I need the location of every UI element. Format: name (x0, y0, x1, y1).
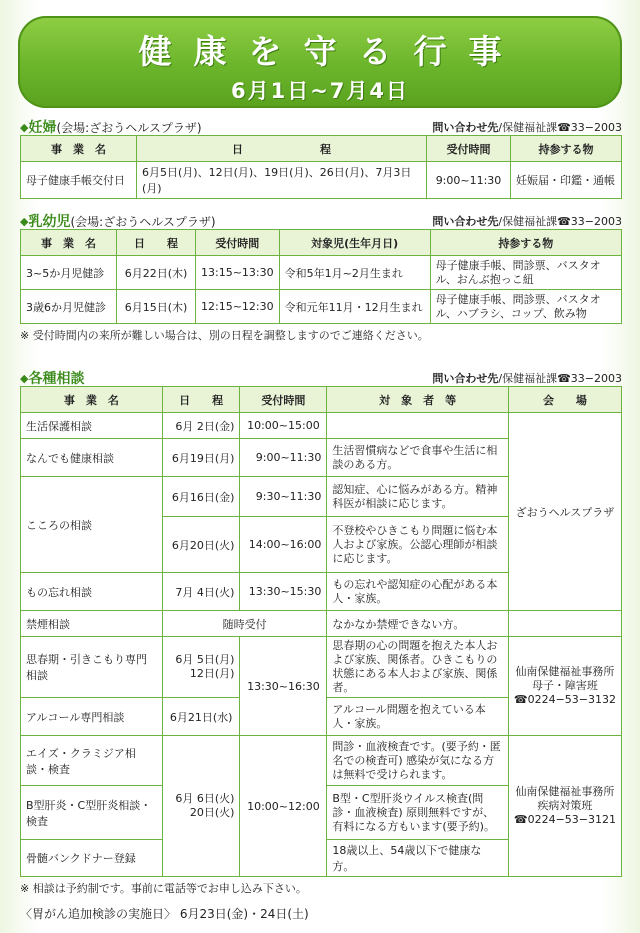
section-venue: (会場:ざおうヘルスプラザ) (56, 121, 202, 135)
table-row (21, 256, 622, 290)
cell: 令和元年11月・12月生まれ (279, 290, 430, 324)
date-line: 6月 5日(月) (175, 653, 235, 666)
cell: 6月5日(月)、12日(月)、19日(月)、26日(月)、7月3日(月) (137, 162, 427, 199)
diamond-icon: ◆ (20, 215, 29, 228)
cell: 思春期・引きこもり専門相談 (21, 637, 163, 698)
inquiry (432, 370, 622, 386)
venue-phone: ☎0224−53−3121 (513, 813, 616, 826)
venue-cell (508, 736, 621, 877)
table-header-row (21, 136, 622, 162)
col-header: 持参する物 (430, 230, 621, 256)
venue-line: 仙南保健福祉事務所 (515, 785, 615, 798)
cell: 思春期の心の問題を抱えた本人および家族、関係者。ひきこもりの状態にある本人および家族、関係者。 (327, 637, 508, 698)
inquiry-label: 問い合わせ先 (432, 121, 499, 134)
table-row (21, 290, 622, 324)
cell: 10:00~12:00 (240, 736, 327, 877)
table-row (21, 611, 622, 637)
col-header: 対象児(生年月日) (279, 230, 430, 256)
cell: 12:15~12:30 (196, 290, 280, 324)
section-title: 妊婦 (28, 120, 57, 136)
col-header: 受付時間 (427, 136, 511, 162)
col-header: 受付時間 (240, 387, 327, 413)
cell: 随時受付 (162, 611, 327, 637)
inquiry-label: 問い合わせ先 (432, 215, 499, 228)
col-header: 事 業 名 (21, 230, 117, 256)
cell: 妊娠届・印鑑・通帳 (511, 162, 622, 199)
cell: 令和5年1月~2月生まれ (279, 256, 430, 290)
inquiry-contact: /保健福祉課☎33−2003 (498, 121, 622, 134)
inquiry-label: 問い合わせ先 (432, 372, 499, 385)
diamond-icon: ◆ (20, 121, 29, 134)
cell: 骨髄バンクドナー登録 (21, 840, 163, 877)
cell: 6月21日(水) (162, 698, 240, 736)
col-header: 日 程 (162, 387, 240, 413)
section-venue: (会場:ざおうヘルスプラザ) (70, 215, 216, 229)
section-header (20, 211, 622, 229)
cell: 9:30~11:30 (240, 477, 327, 517)
date-line: 6月 6日(火) (175, 792, 235, 805)
pregnant-table (20, 135, 622, 199)
col-header: 日 程 (117, 230, 196, 256)
cell: 9:00~11:30 (427, 162, 511, 199)
col-header: 事 業 名 (21, 387, 163, 413)
cell: アルコール専門相談 (21, 698, 163, 736)
cell: 6月20日(火) (162, 517, 240, 573)
cell: こころの相談 (21, 477, 163, 573)
section-infant (20, 211, 622, 343)
cell: なんでも健康相談 (21, 439, 163, 477)
cell: 3~5か月児健診 (21, 256, 117, 290)
inquiry-contact: /保健福祉課☎33−2003 (498, 215, 622, 228)
cell: 6月15日(木) (117, 290, 196, 324)
cell: 不登校やひきこもり問題に悩む本人および家族。公認心理師が相談に応じます。 (327, 517, 508, 573)
cell: なかなか禁煙できない方。 (327, 611, 508, 637)
section-header (20, 117, 622, 135)
date-line: 20日(火) (189, 806, 235, 819)
inquiry (432, 119, 622, 135)
cell: 7月 4日(火) (162, 573, 240, 611)
cell: 問診・血液検査です。(要予約・匿名での検査可) 感染が気になる方は無料で受けられます。 (327, 736, 508, 786)
table-header-row (21, 230, 622, 256)
cell (508, 611, 621, 637)
cell: 禁煙相談 (21, 611, 163, 637)
cell (162, 637, 240, 698)
col-header: 日 程 (137, 136, 427, 162)
title-banner (18, 16, 622, 108)
venue-line: 疾病対策班 (537, 799, 593, 812)
cell: 13:15~13:30 (196, 256, 280, 290)
col-header: 事 業 名 (21, 136, 137, 162)
venue-line: 仙南保健福祉事務所 (515, 665, 615, 678)
cell: 6月19日(月) (162, 439, 240, 477)
infant-table (20, 229, 622, 324)
diamond-icon: ◆ (20, 372, 29, 385)
table-header-row (21, 387, 622, 413)
cell: 13:30~16:30 (240, 637, 327, 736)
cell: もの忘れや認知症の心配がある本人・家族。 (327, 573, 508, 611)
cell: 6月22日(木) (117, 256, 196, 290)
cell: 母子健康手帳交付日 (21, 162, 137, 199)
date-line: 12日(月) (189, 667, 235, 680)
cell: 認知症、心に悩みがある方。精神科医が相談に応じます。 (327, 477, 508, 517)
cell: アルコール問題を抱えている本人・家族。 (327, 698, 508, 736)
cell: 9:00~11:30 (240, 439, 327, 477)
table-row (21, 637, 622, 698)
cell: 生活習慣病などで食事や生活に相談のある方。 (327, 439, 508, 477)
cell: 生活保護相談 (21, 413, 163, 439)
cell: 母子健康手帳、問診票、バスタオル、おんぶ抱っこ紐 (430, 256, 621, 290)
venue-line: 母子・障害班 (531, 679, 598, 692)
cell: 10:00~15:00 (240, 413, 327, 439)
venue-cell: ざおうヘルスプラザ (508, 413, 621, 611)
cell: 18歳以上、54歳以下で健康な方。 (327, 840, 508, 877)
stomach-cancer-checkup-dates: 〈胃がん追加検診の実施日〉 6月23日(金)・24日(土) (20, 907, 309, 921)
cell: 6月 2日(金) (162, 413, 240, 439)
cell: 母子健康手帳、問診票、バスタオル、ハブラシ、コップ、飲み物 (430, 290, 621, 324)
table-row (21, 413, 622, 439)
col-header: 持参する物 (511, 136, 622, 162)
cell: B型肝炎・C型肝炎相談・検査 (21, 786, 163, 840)
table-row (21, 162, 622, 199)
cell: もの忘れ相談 (21, 573, 163, 611)
cell: 13:30~15:30 (240, 573, 327, 611)
col-header: 受付時間 (196, 230, 280, 256)
section-consultation (20, 368, 622, 896)
cell (162, 736, 240, 877)
consultation-note: ※ 相談は予約制です。事前に電話等でお申し込み下さい。 (20, 882, 307, 895)
venue-cell (508, 637, 621, 736)
cell (327, 413, 508, 439)
section-pregnant (20, 117, 622, 199)
inquiry (432, 213, 622, 229)
consultation-table (20, 386, 622, 877)
cell: エイズ・クラミジア相談・検査 (21, 736, 163, 786)
section-header (20, 368, 622, 386)
section-title: 各種相談 (28, 371, 85, 387)
table-row (21, 736, 622, 786)
cell: 6月16日(金) (162, 477, 240, 517)
col-header: 対 象 者 等 (327, 387, 508, 413)
venue-phone: ☎0224−53−3132 (513, 693, 616, 706)
section-title: 乳幼児 (28, 214, 71, 230)
page-title: 健康を守る行事 (138, 32, 524, 71)
cell: 3歳6か月児健診 (21, 290, 117, 324)
col-header: 会 場 (508, 387, 621, 413)
infant-note: ※ 受付時間内の来所が難しい場合は、別の日程を調整しますのでご連絡ください。 (20, 329, 429, 342)
event-period: 6月1日~7月4日 (230, 79, 410, 103)
inquiry-contact: /保健福祉課☎33−2003 (498, 372, 622, 385)
cell: 14:00~16:00 (240, 517, 327, 573)
cell: B型・C型肝炎ウイルス検査(問診・血液検査) 原則無料ですが、有料になる方もいます(要予約)。 (327, 786, 508, 840)
